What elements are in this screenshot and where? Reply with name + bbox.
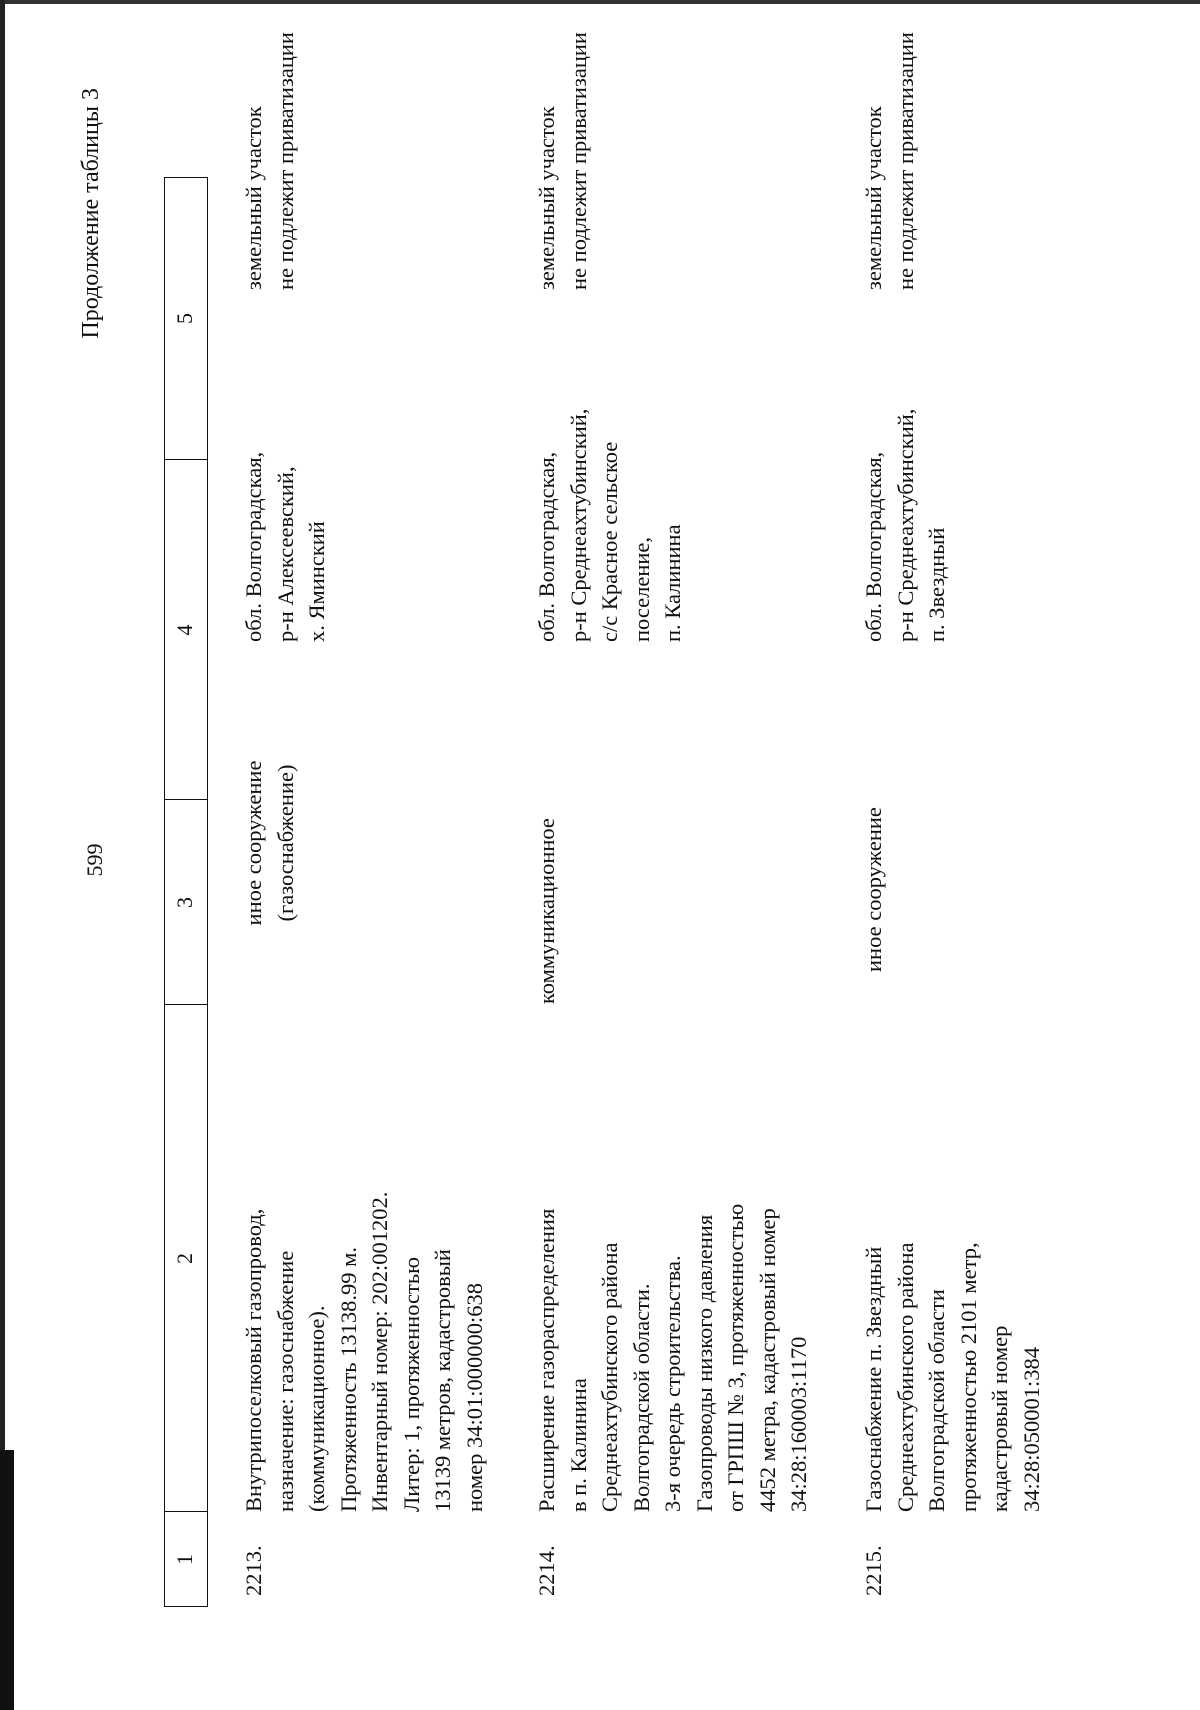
object-address: обл. Волгоградская, р-н Среднеахтубинский, п. Звездный — [861, 408, 949, 642]
object-note: земельный участок не подлежит приватизации — [861, 32, 918, 290]
object-note: земельный участок не подлежит приватизации — [534, 32, 591, 290]
column-header-2: 2 — [172, 1253, 197, 1264]
column-header-3: 3 — [172, 897, 197, 908]
table-caption: Продолжение таблицы 3 — [78, 88, 104, 339]
object-type: иное сооружение (газоснабжение) — [241, 760, 298, 926]
object-note: земельный участок не подлежит приватизации — [241, 32, 298, 290]
row-number: 2213. — [241, 1545, 266, 1596]
column-header-1: 1 — [172, 1554, 197, 1565]
row-number: 2214. — [534, 1545, 559, 1596]
object-type: иное сооружение — [861, 807, 886, 972]
object-address: обл. Волгоградская, р-н Алексеевский, х. Яминский — [241, 451, 329, 642]
page-number: 599 — [82, 843, 107, 877]
column-header-4: 4 — [172, 624, 197, 636]
object-description: Внутрипоселковый газопровод, назначение: газоснабжение (коммуникационное). Протяженность 13138.99 м. Инвентарный номер: 202:001202. Литер: 1, протяженностью 13139 метров, кадастровый номер 34:01:000000:638 — [241, 1191, 487, 1512]
object-description: Расширение газораспределения в п. Калинина Среднеахтубинского района Волгоградской области. 3-я очередь строительства. Газопроводы низкого давления от ГРПШ № 3, протяженностью 4452 метра, кадастровый номер 34:28:160003:1170 — [534, 1203, 811, 1512]
object-address: обл. Волгоградская, р-н Среднеахтубинский, с/с Красное сельское поселение, п. Калинина — [534, 408, 685, 642]
row-number: 2215. — [861, 1545, 886, 1596]
column-header-5: 5 — [172, 313, 197, 324]
object-description: Газоснабжение п. Звездный Среднеахтубинского района Волгоградской области протяженностью 2101 метр, кадастровый номер 34:28:050001:384 — [861, 1242, 1044, 1512]
object-type: коммуникационное — [534, 818, 559, 1004]
